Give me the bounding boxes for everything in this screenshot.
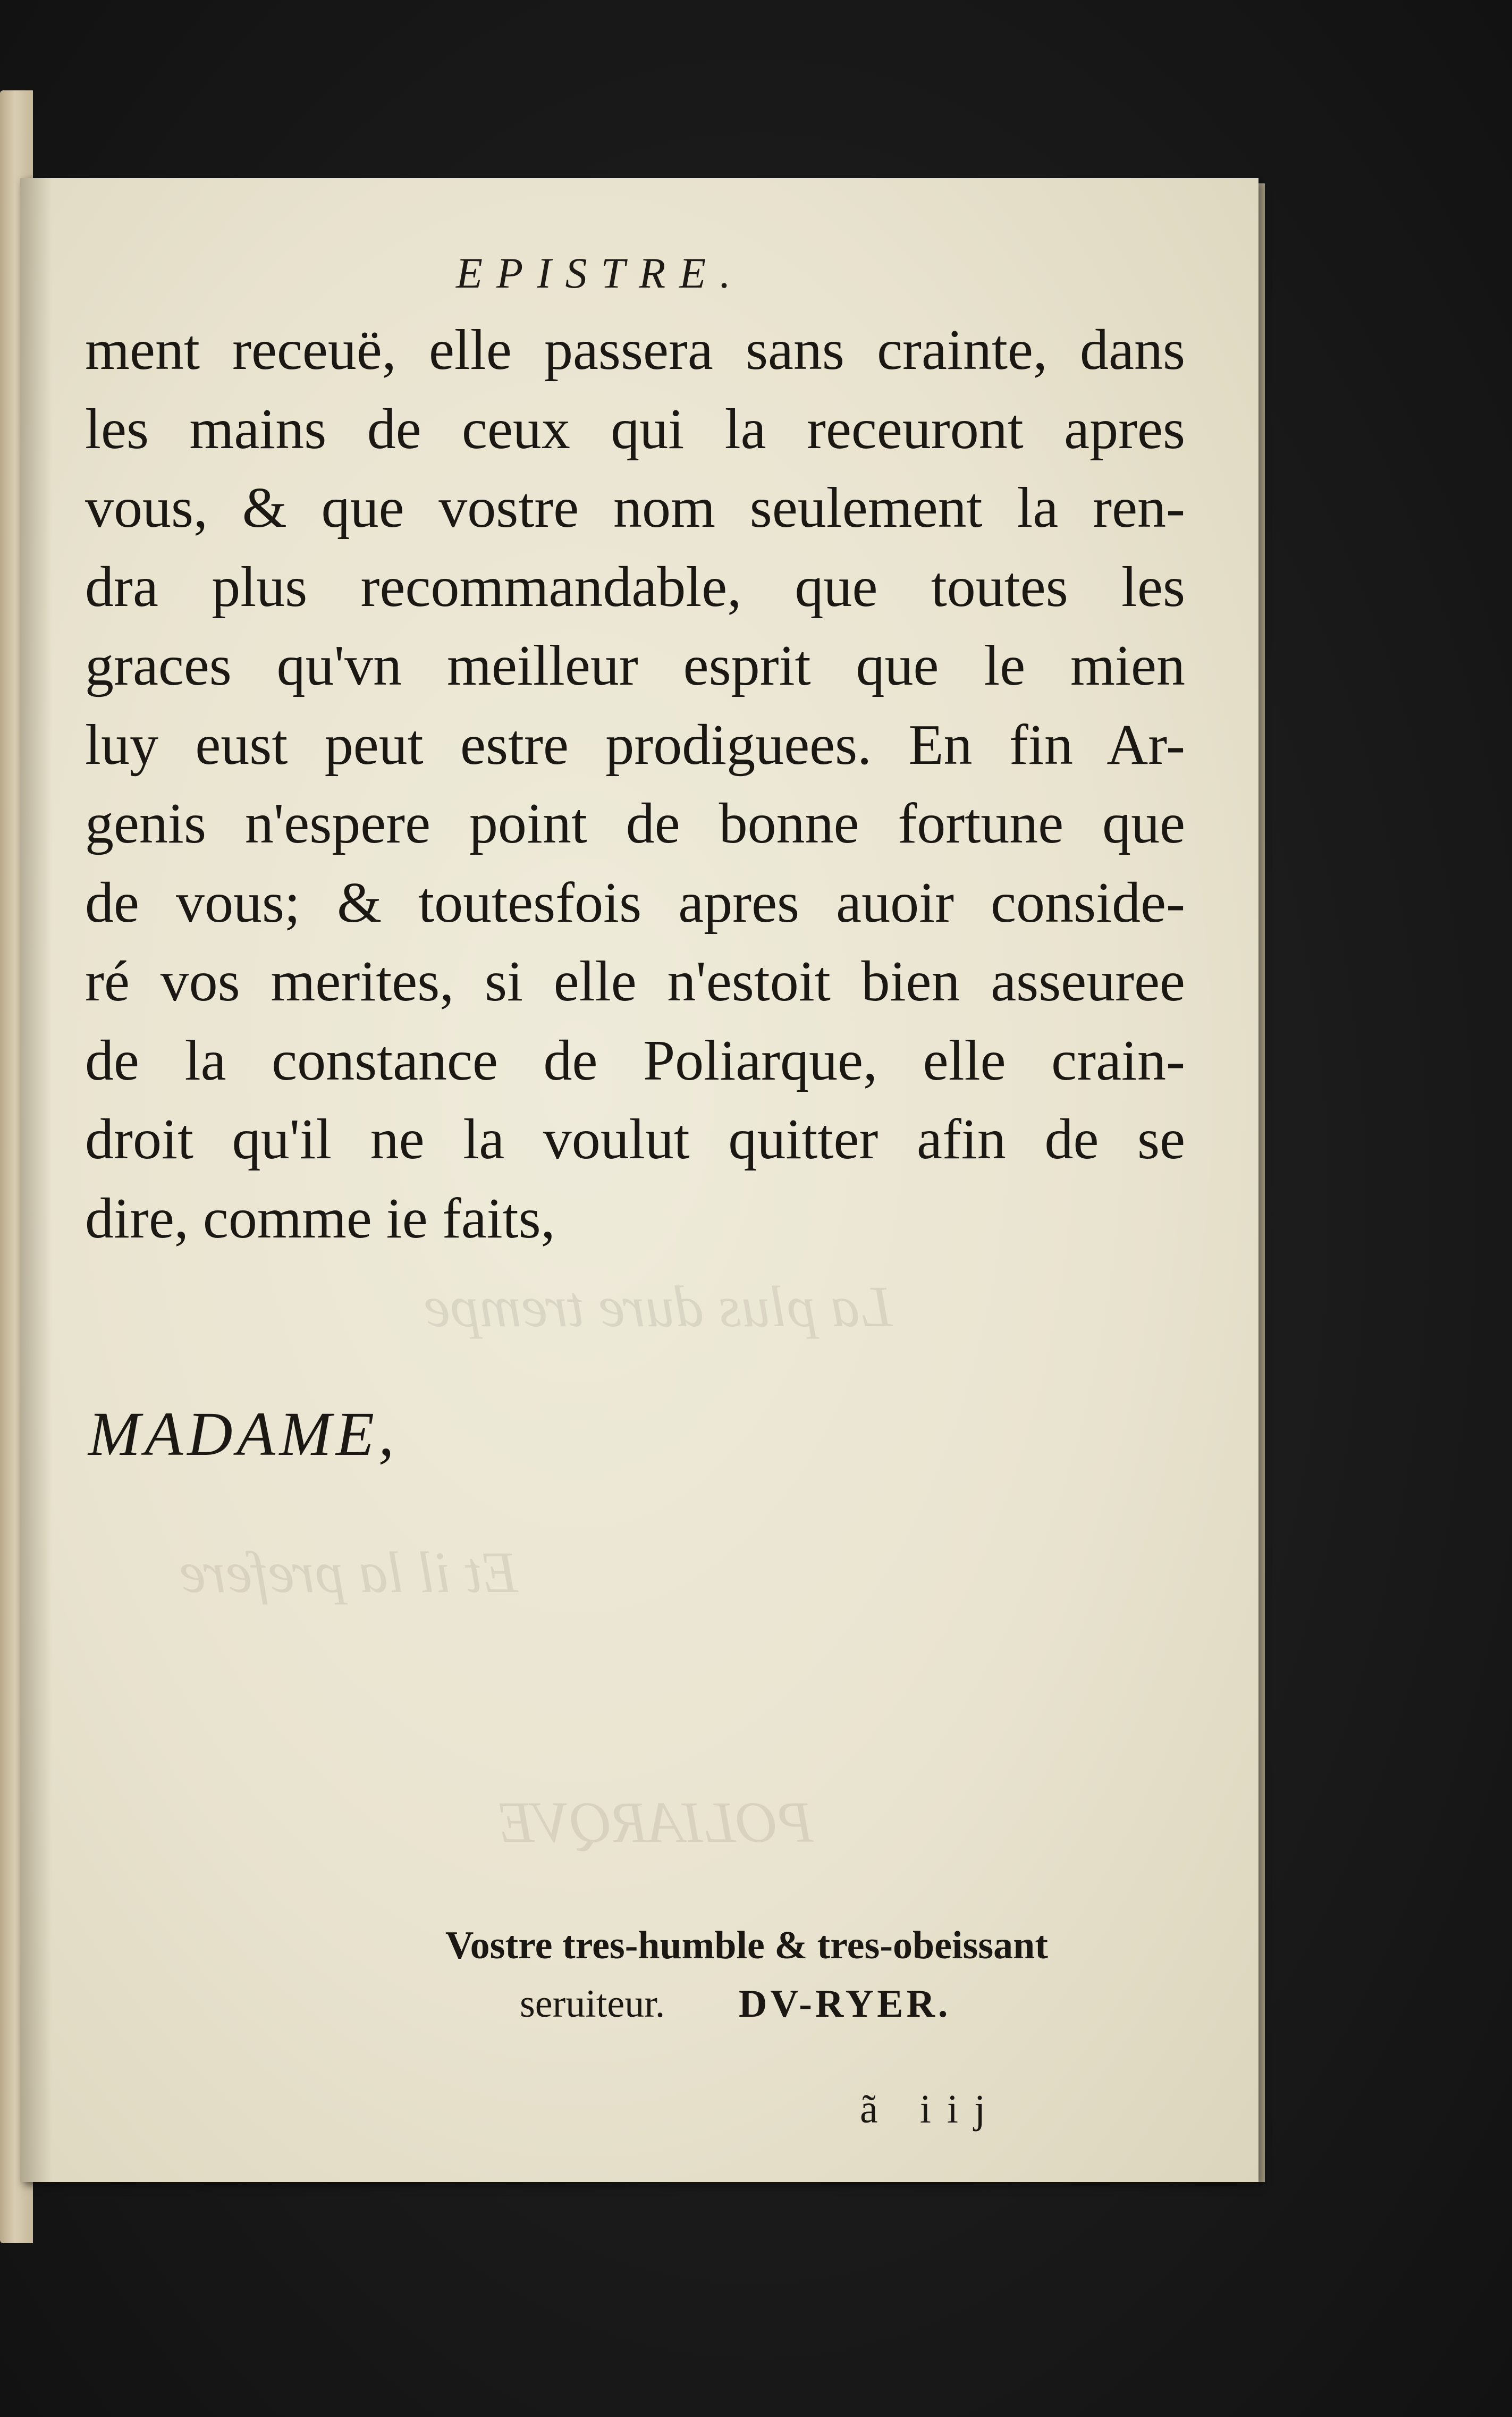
text-line: dire, comme ie faits, [85, 1186, 555, 1250]
text-line: les mains de ceux qui la receuront apres [85, 397, 1185, 461]
salutation: MADAME, [88, 1399, 399, 1469]
text-line: droit qu'il ne la voulut quitter afin de se [85, 1108, 1185, 1171]
signature-mark: ã iij [860, 2087, 1002, 2132]
body-text [85, 311, 1185, 1258]
text-line: de la constance de Poliarque, elle crain- [85, 1029, 1185, 1092]
running-head: EPISTRE. [456, 249, 745, 297]
gutter-shadow [20, 178, 52, 2182]
text-line: de vous; & toutesfois apres auoir conside- [85, 871, 1185, 934]
text-line: luy eust peut estre prodiguees. En fin Ar- [85, 713, 1185, 777]
book-page [20, 178, 1258, 2182]
text-line: ré vos merites, si elle n'estoit bien asseuree [85, 950, 1185, 1013]
signature-line-2 [445, 1975, 1048, 2033]
show-through-text: Et il la prefere [180, 1540, 518, 1605]
text-line: dra plus recommandable, que toutes les [85, 555, 1185, 619]
signature-servant: seruiteur. [520, 1982, 665, 2026]
show-through-text: POLIARQVE [499, 1790, 814, 1855]
text-line: vous, & que vostre nom seulement la ren- [85, 476, 1185, 540]
signature-line-1: Vostre tres-humble & tres-obeissant [445, 1924, 1048, 1967]
signature-block [445, 1916, 1048, 2033]
text-line: ment receuë, elle passera sans crainte, dans [85, 318, 1185, 382]
text-line: graces qu'vn meilleur esprit que le mien [85, 634, 1185, 697]
signatory-name: DV-RYER. [738, 1982, 951, 2026]
show-through-text: La plus dure trempe [424, 1274, 892, 1339]
text-line: genis n'espere point de bonne fortune que [85, 792, 1185, 855]
